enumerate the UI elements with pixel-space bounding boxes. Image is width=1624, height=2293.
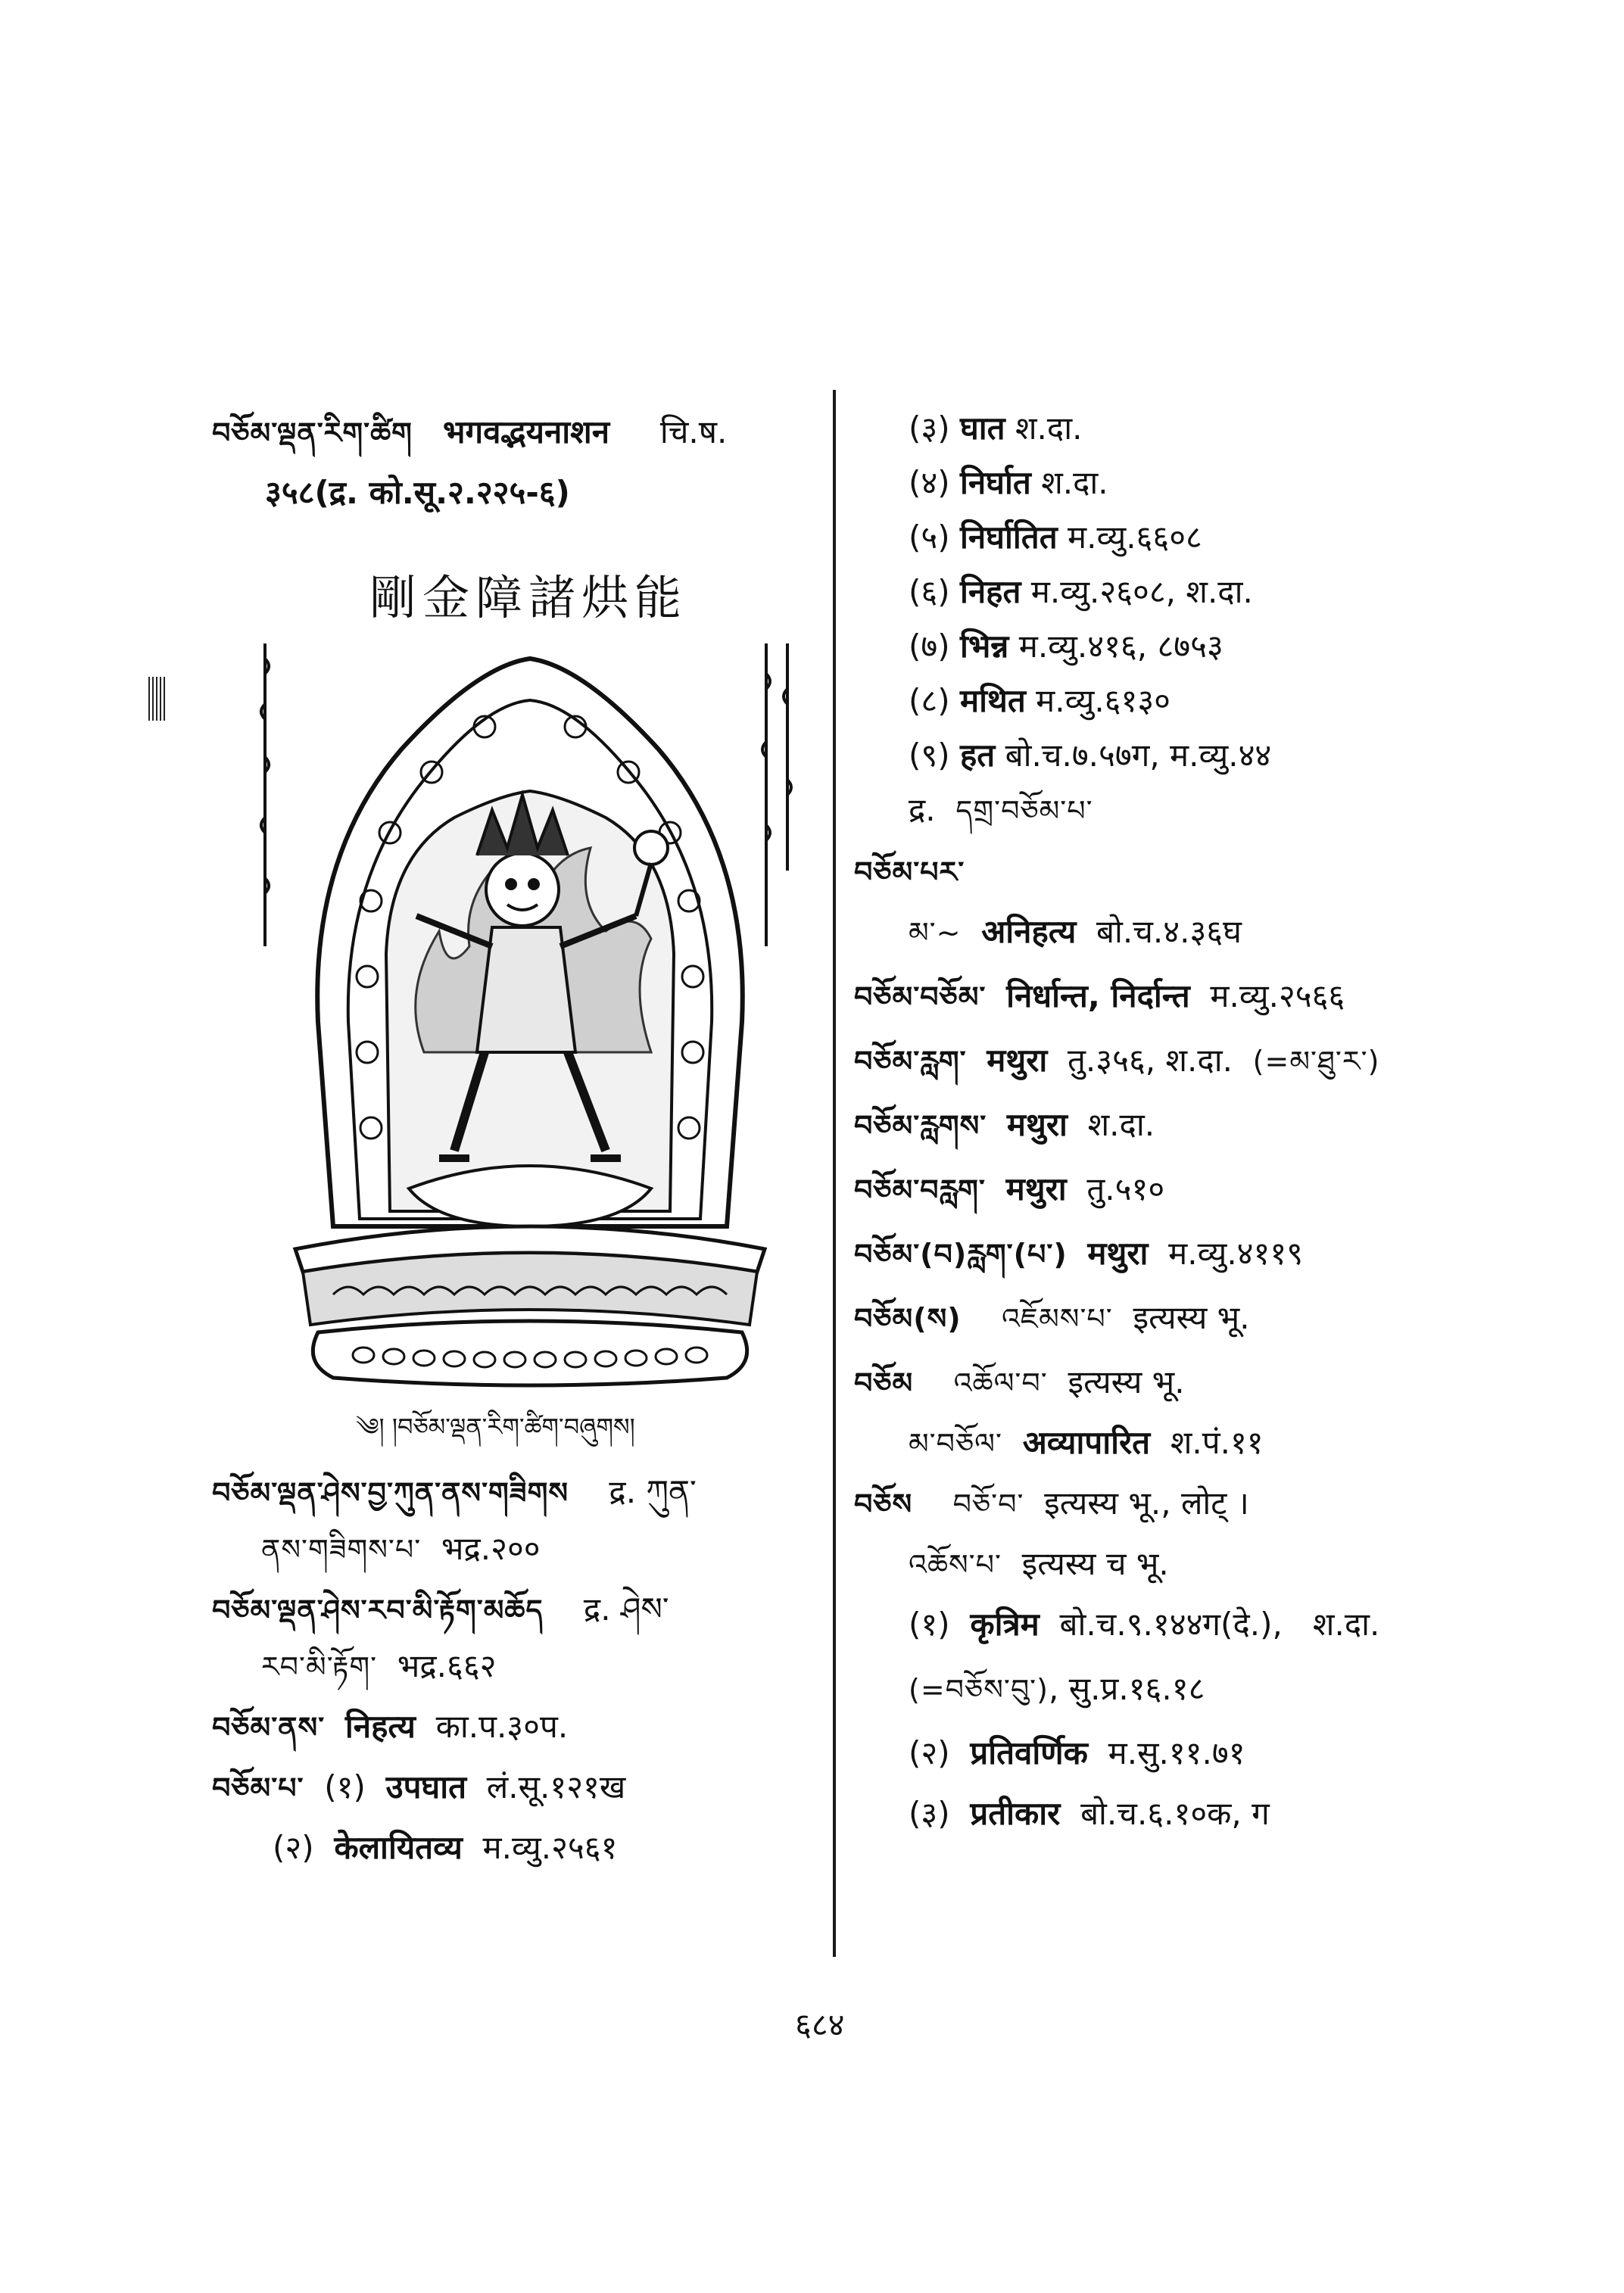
sense-number: (५) bbox=[909, 519, 950, 556]
headword: བཅོམ་ལྡན་ཤེས་བྱ་ཀུན་ནས་གཟིགས bbox=[212, 1476, 569, 1509]
gloss: निर्धान्त, निर्दान्त bbox=[1006, 977, 1190, 1014]
deity-illustration bbox=[227, 628, 803, 1453]
entry-headline bbox=[212, 1707, 568, 1747]
entry-headline bbox=[854, 1484, 1249, 1524]
reference: द्र. ཀུན་ bbox=[609, 1473, 697, 1510]
gloss: इत्यस्य भू. bbox=[1068, 1363, 1185, 1400]
sense-number: (४) bbox=[909, 464, 950, 501]
reference: का.प.३०प. bbox=[435, 1708, 569, 1745]
entry-headline bbox=[854, 1170, 1164, 1210]
reference: श.दा. bbox=[1312, 1606, 1380, 1643]
related-tibetan: འཇོམས་པ་ bbox=[1002, 1302, 1113, 1335]
sense-number: (३) bbox=[909, 1795, 950, 1832]
headword: བཅོམ་ལྡན་ཤེས་རབ་མི་རྟོག་མཆོད bbox=[212, 1594, 544, 1627]
headword: བཅོམ་རླག་ bbox=[854, 1045, 967, 1078]
sense-line bbox=[909, 463, 1108, 503]
reference: श.दा. bbox=[1015, 410, 1083, 447]
sense-line bbox=[909, 1605, 1379, 1644]
headword: བཅོམ་པ་ bbox=[212, 1771, 304, 1805]
gloss: मथुरा bbox=[1006, 1106, 1068, 1143]
reference: भद्र.२०० bbox=[441, 1530, 541, 1567]
headword: བཅོམ་ལྡན་རིག་ཚིག bbox=[212, 416, 413, 450]
headword: བཅོམ་ནས་ bbox=[212, 1711, 326, 1744]
gloss: कृत्रिम bbox=[970, 1606, 1040, 1643]
reference: द्र. ཤེས་ bbox=[583, 1590, 669, 1628]
headword: བཅོམ bbox=[854, 1366, 914, 1400]
continuation-tibetan: རབ་མི་རྟོག་ bbox=[261, 1650, 378, 1684]
entry-continuation: ३५८(द्र. को.सू.२.२२५-६) bbox=[265, 474, 570, 511]
gloss: मथुरा bbox=[987, 1042, 1048, 1079]
page-number: ६८४ bbox=[795, 2006, 845, 2043]
headword: བཅོམ་པར་ bbox=[854, 855, 965, 889]
sub-tibetan: མ་~ bbox=[909, 916, 962, 949]
chinese-title: 剛金障諸烘能 bbox=[369, 570, 688, 625]
entry-sub bbox=[909, 912, 1242, 952]
headword: བཅོམ་(བ)རླག་(པ་) bbox=[854, 1238, 1068, 1271]
gloss: प्रतीकार bbox=[970, 1795, 1061, 1832]
entry-headline bbox=[854, 1105, 1155, 1145]
sense-number: (२) bbox=[909, 1734, 950, 1771]
reference: लं.सू.१२१ख bbox=[486, 1768, 626, 1805]
column-divider bbox=[833, 390, 836, 1957]
headword: བཅོམ(ས) bbox=[854, 1302, 962, 1335]
reference: म.सु.११.७१ bbox=[1108, 1734, 1245, 1771]
reference: बो.च.४.३६घ bbox=[1096, 913, 1242, 950]
equivalent: (=བཅོས་བུ་) bbox=[909, 1673, 1049, 1706]
gloss: मथुरा bbox=[1005, 1170, 1067, 1207]
sense-line bbox=[909, 1734, 1245, 1773]
reference: तु.५१० bbox=[1086, 1170, 1165, 1207]
reference: म.व्यु.२६०८, श.दा. bbox=[1030, 573, 1253, 610]
headword: བཅོམ་བཅོམ་ bbox=[854, 980, 987, 1014]
entry-continuation bbox=[261, 1529, 541, 1569]
gloss: इत्यस्य च भू. bbox=[1021, 1545, 1169, 1582]
sense-line bbox=[909, 681, 1170, 721]
reference: श.दा. bbox=[1087, 1106, 1155, 1143]
reference: बो.च.६.१०क, ग bbox=[1080, 1795, 1270, 1832]
see-also bbox=[909, 790, 1093, 830]
gloss: निहत bbox=[959, 573, 1021, 610]
reference: श.दा. bbox=[1041, 464, 1108, 501]
continuation-tibetan: ནས་གཟིགས་པ་ bbox=[261, 1533, 422, 1566]
gloss: भगवद्भयनाशन bbox=[442, 413, 610, 450]
reference: बो.च.७.५७ग, म.व्यु.४४ bbox=[1005, 737, 1272, 774]
sense-line bbox=[909, 1669, 1205, 1709]
entry-headline bbox=[212, 413, 727, 453]
sense-line bbox=[909, 518, 1202, 557]
reference: म.व्यु.२५६१ bbox=[482, 1829, 618, 1866]
gloss: अनिहत्य bbox=[981, 913, 1077, 950]
equivalent: (=མ་ཐུ་ར་) bbox=[1252, 1045, 1380, 1078]
gloss: इत्यस्य भू., लोट् । bbox=[1044, 1485, 1249, 1522]
gloss: निर्घातित bbox=[959, 519, 1058, 556]
sense-number: (१) bbox=[324, 1768, 366, 1805]
entry-headline bbox=[854, 852, 965, 892]
sense-number: (३) bbox=[909, 410, 950, 447]
gloss: इत्यस्य भू. bbox=[1133, 1299, 1250, 1336]
gloss: मथुरा bbox=[1087, 1235, 1149, 1272]
sub-tibetan: མ་བཅོལ་ bbox=[909, 1427, 1002, 1460]
headword: བཅོས bbox=[854, 1488, 913, 1521]
sense-number: (८) bbox=[909, 682, 950, 719]
headword: བཅོམ་བརླག་ bbox=[854, 1173, 986, 1207]
sense-number: (७) bbox=[909, 628, 950, 665]
gloss: निर्घात bbox=[959, 464, 1031, 501]
gloss: भिन्न bbox=[959, 628, 1009, 665]
reference: श.पं.११ bbox=[1170, 1424, 1264, 1461]
reference: चि.ष. bbox=[659, 413, 728, 450]
see-tibetan: དགྲ་བཅོམ་པ་ bbox=[955, 794, 1093, 827]
reference: म.व्यु.२५६६ bbox=[1210, 977, 1345, 1014]
reference: भद्र.६६२ bbox=[397, 1647, 497, 1684]
entry-continuation bbox=[261, 1647, 497, 1687]
entry-sense bbox=[273, 1828, 617, 1868]
sense-number: (२) bbox=[273, 1829, 314, 1866]
mongolian-script-left bbox=[261, 643, 269, 946]
reference: म.व्यु.४११९ bbox=[1168, 1235, 1304, 1272]
gloss: केलायितव्य bbox=[334, 1829, 463, 1866]
entry-headline bbox=[854, 1363, 1185, 1403]
reference: म.व्यु.६६०८ bbox=[1068, 519, 1202, 556]
reference: बो.च.९.१४४ग(दे.), bbox=[1059, 1606, 1283, 1643]
sense-line bbox=[909, 736, 1271, 775]
reference: म.व्यु.४१६, ८७५३ bbox=[1018, 628, 1223, 665]
sense-number: (९) bbox=[909, 737, 950, 774]
gloss: निहत्य bbox=[344, 1708, 416, 1745]
gloss: उपघात bbox=[385, 1768, 467, 1805]
sub-tibetan: འཆོས་པ་ bbox=[909, 1548, 1002, 1581]
entry-headline bbox=[854, 1298, 1250, 1338]
sense-number: (६) bbox=[909, 573, 950, 610]
gloss: प्रतिवर्णिक bbox=[970, 1734, 1088, 1771]
sense-line bbox=[909, 409, 1082, 448]
entry-sub bbox=[909, 1544, 1169, 1584]
entry-headline bbox=[854, 1041, 1379, 1081]
margin-mark bbox=[148, 677, 165, 721]
gloss: हत bbox=[959, 737, 996, 774]
headword: བཅོམ་རླགས་ bbox=[854, 1109, 987, 1142]
sense-line bbox=[909, 1794, 1270, 1833]
sense-line bbox=[909, 572, 1253, 612]
sense-number: (१) bbox=[909, 1606, 950, 1643]
see-label: द्र. bbox=[909, 791, 936, 828]
entry-sub bbox=[909, 1423, 1264, 1463]
gloss: घात bbox=[959, 410, 1005, 447]
reference: , सु.प्र.१६.१८ bbox=[1049, 1670, 1205, 1707]
entry-headline bbox=[212, 1472, 697, 1513]
sense-line bbox=[909, 627, 1223, 666]
gloss: मथित bbox=[959, 682, 1026, 719]
related-tibetan: བཅོ་བ་ bbox=[952, 1488, 1024, 1521]
entry-headline bbox=[854, 1234, 1303, 1274]
figure-caption: ༄། །བཅོམ་ལྡན་རིག་ཚིག་བཞུགས། bbox=[356, 1413, 635, 1441]
gloss: अव्यापारित bbox=[1022, 1424, 1151, 1461]
related-tibetan: འཆོལ་བ་ bbox=[953, 1366, 1048, 1400]
mongolian-script-right bbox=[762, 643, 791, 946]
reference: म.व्यु.६१३० bbox=[1036, 682, 1171, 719]
entry-headline bbox=[212, 1768, 625, 1808]
reference: तु.३५६, श.दा. bbox=[1067, 1042, 1233, 1079]
entry-headline bbox=[212, 1590, 669, 1630]
entry-headline bbox=[854, 977, 1345, 1017]
